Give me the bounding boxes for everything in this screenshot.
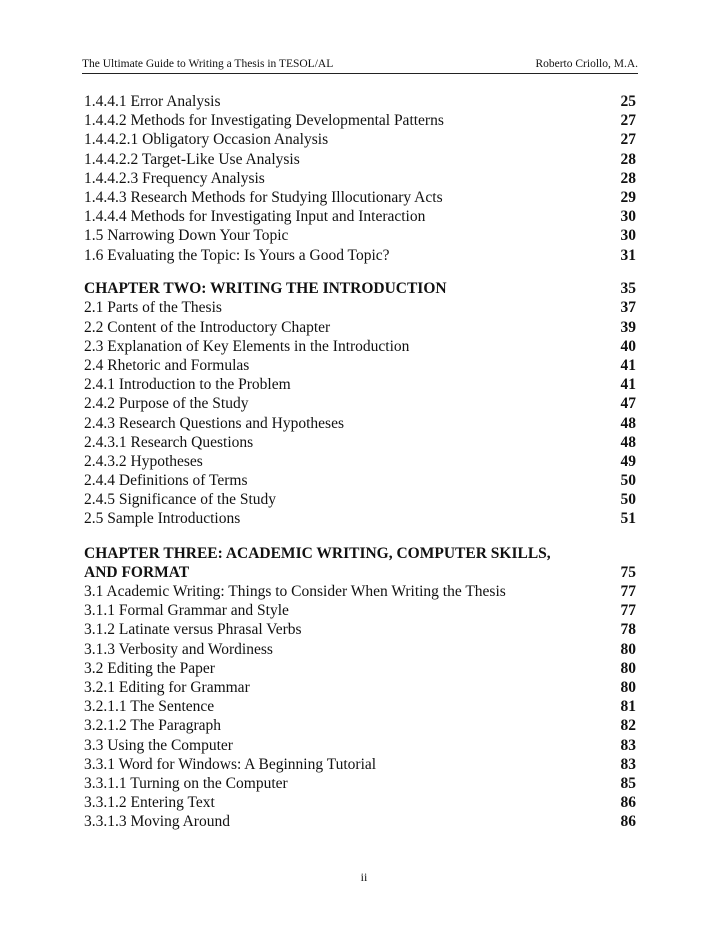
toc-chapter-title: CHAPTER THREE: ACADEMIC WRITING, COMPUTER SKILLS, (84, 544, 551, 562)
toc-entry[interactable] (84, 509, 636, 528)
toc-entry[interactable] (84, 318, 636, 337)
toc-page-number: 31 (620, 246, 636, 264)
toc-page-number: 78 (620, 621, 636, 639)
toc-entry-title: 2.4.4 Definitions of Terms (84, 472, 248, 490)
toc-page-number: 77 (620, 602, 636, 620)
toc-entry-title: 1.6 Evaluating the Topic: Is Yours a Good Topic? (84, 246, 390, 264)
toc-entry-title: 2.2 Content of the Introductory Chapter (84, 318, 331, 336)
toc-page-number: 77 (620, 583, 636, 600)
toc-entry[interactable] (84, 774, 636, 793)
toc-page-number: 50 (620, 472, 636, 490)
toc-page-number: 30 (620, 208, 636, 226)
toc-group-chapter-two (84, 298, 636, 528)
toc-entry[interactable] (84, 169, 636, 188)
toc-entry[interactable] (84, 375, 636, 394)
toc-entry-title: 2.3 Explanation of Key Elements in the Introduction (84, 337, 410, 355)
toc-entry-title: 3.3.1.1 Turning on the Computer (84, 774, 288, 792)
toc-entry[interactable] (84, 337, 636, 356)
toc-entry[interactable] (84, 207, 636, 226)
toc-entry[interactable] (84, 111, 636, 130)
toc-page-number: 35 (620, 280, 636, 298)
toc-entry-title: 3.1.2 Latinate versus Phrasal Verbs (84, 621, 302, 639)
toc-page-number: 41 (620, 356, 636, 374)
toc-chapter-three-line2[interactable] (84, 563, 636, 582)
toc-entry-title: 3.3.1.3 Moving Around (84, 813, 230, 831)
toc-entry[interactable] (84, 414, 636, 433)
toc-entry-title: 2.4.3 Research Questions and Hypotheses (84, 414, 345, 432)
toc-entry[interactable] (84, 640, 636, 659)
toc-entry[interactable] (84, 452, 636, 471)
toc-entry[interactable] (84, 755, 636, 774)
toc-entry-title: 1.4.4.1 Error Analysis (84, 93, 221, 110)
toc-entry[interactable] (84, 793, 636, 812)
toc-page-number: 83 (620, 736, 636, 754)
toc-entry-title: 1.4.4.2 Methods for Investigating Developmental Patterns (84, 112, 444, 130)
toc-page-number: 83 (620, 755, 636, 773)
toc-entry[interactable] (84, 92, 636, 111)
toc-page-number: 40 (620, 337, 636, 355)
page-number-footer: ii (360, 870, 368, 884)
toc-page-number: 50 (620, 491, 636, 509)
running-header (82, 58, 638, 74)
toc-page-number: 37 (620, 299, 636, 317)
toc-page-number: 39 (620, 318, 636, 336)
toc-page-number: 75 (620, 563, 636, 581)
toc-entry[interactable] (84, 150, 636, 169)
toc-entry[interactable] (84, 678, 636, 697)
table-of-contents (84, 92, 636, 831)
toc-page-number: 80 (620, 678, 636, 696)
toc-page-number: 85 (620, 774, 636, 792)
toc-entry[interactable] (84, 659, 636, 678)
toc-entry-title: 1.4.4.2.2 Target-Like Use Analysis (84, 150, 300, 168)
toc-entry[interactable] (84, 394, 636, 413)
toc-entry[interactable] (84, 433, 636, 452)
toc-entry-title: 1.4.4.2.1 Obligatory Occasion Analysis (84, 131, 329, 149)
toc-entry[interactable] (84, 188, 636, 207)
toc-page-number: 30 (620, 227, 636, 245)
toc-entry-title: 1.4.4.4 Methods for Investigating Input and Interaction (84, 208, 426, 226)
toc-page-number: 28 (620, 150, 636, 168)
toc-page-number: 25 (620, 93, 636, 110)
toc-entry-title: 1.4.4.3 Research Methods for Studying Illocutionary Acts (84, 188, 443, 206)
toc-entry[interactable] (84, 356, 636, 375)
toc-chapter-title: AND FORMAT (84, 563, 190, 581)
toc-entry-title: 2.4.5 Significance of the Study (84, 491, 276, 509)
toc-entry[interactable] (84, 490, 636, 509)
toc-group-chapter-one (84, 92, 636, 265)
toc-page-number: 86 (620, 813, 636, 831)
toc-page-number: 28 (620, 169, 636, 187)
toc-page-number: 48 (620, 433, 636, 451)
toc-page-number: 49 (620, 452, 636, 470)
header-author: Roberto Criollo, M.A. (535, 58, 638, 70)
toc-entry-title: 3.1.3 Verbosity and Wordiness (84, 640, 273, 658)
toc-entry-title: 2.4.1 Introduction to the Problem (84, 376, 291, 394)
toc-page-number: 27 (620, 112, 636, 130)
toc-entry-title: 2.5 Sample Introductions (84, 510, 241, 528)
toc-chapter-two[interactable] (84, 279, 636, 298)
toc-entry[interactable] (84, 716, 636, 735)
toc-entry[interactable] (84, 620, 636, 639)
toc-page-number: 41 (620, 376, 636, 394)
toc-entry-title: 3.1 Academic Writing: Things to Consider When Writing the Thesis (84, 583, 506, 600)
toc-entry[interactable] (84, 130, 636, 149)
toc-entry-title: 2.4.3.2 Hypotheses (84, 452, 203, 470)
toc-page-number: 80 (620, 640, 636, 658)
toc-entry-title: 3.1.1 Formal Grammar and Style (84, 602, 289, 620)
toc-entry-title: 2.4 Rhetoric and Formulas (84, 356, 250, 374)
toc-page-number: 29 (620, 188, 636, 206)
header-title: The Ultimate Guide to Writing a Thesis in TESOL/AL (82, 58, 334, 70)
toc-entry[interactable] (84, 246, 636, 265)
toc-entry-title: 3.3.1 Word for Windows: A Beginning Tutorial (84, 755, 377, 773)
toc-entry-title: 2.4.2 Purpose of the Study (84, 395, 249, 413)
toc-page-number: 27 (620, 131, 636, 149)
toc-entry-title: 2.1 Parts of the Thesis (84, 299, 222, 317)
toc-entry-title: 2.4.3.1 Research Questions (84, 433, 254, 451)
toc-entry[interactable] (84, 471, 636, 490)
toc-page-number: 82 (620, 717, 636, 735)
toc-page-number: 48 (620, 414, 636, 432)
toc-page-number: 81 (620, 698, 636, 716)
toc-entry-title: 3.2.1 Editing for Grammar (84, 678, 250, 696)
toc-entry-title: 1.4.4.2.3 Frequency Analysis (84, 169, 265, 187)
toc-entry[interactable] (84, 582, 636, 601)
toc-entry-title: 3.3 Using the Computer (84, 736, 233, 754)
toc-entry[interactable] (84, 298, 636, 317)
toc-entry-title: 3.3.1.2 Entering Text (84, 794, 215, 812)
toc-page-number: 86 (620, 794, 636, 812)
toc-entry[interactable] (84, 736, 636, 755)
toc-page-number: 47 (620, 395, 636, 413)
toc-entry-title: 1.5 Narrowing Down Your Topic (84, 227, 289, 245)
toc-chapter-three-line1[interactable] (84, 544, 636, 563)
toc-entry[interactable] (84, 812, 636, 831)
toc-chapter-title: CHAPTER TWO: WRITING THE INTRODUCTION (84, 280, 447, 298)
toc-page-number: 80 (620, 659, 636, 677)
toc-entry-title: 3.2.1.1 The Sentence (84, 698, 215, 716)
toc-entry[interactable] (84, 697, 636, 716)
toc-entry[interactable] (84, 601, 636, 620)
toc-entry[interactable] (84, 226, 636, 245)
toc-entry-title: 3.2.1.2 The Paragraph (84, 717, 222, 735)
toc-page-number: 51 (620, 510, 636, 528)
toc-group-chapter-three (84, 582, 636, 831)
toc-entry-title: 3.2 Editing the Paper (84, 659, 215, 677)
